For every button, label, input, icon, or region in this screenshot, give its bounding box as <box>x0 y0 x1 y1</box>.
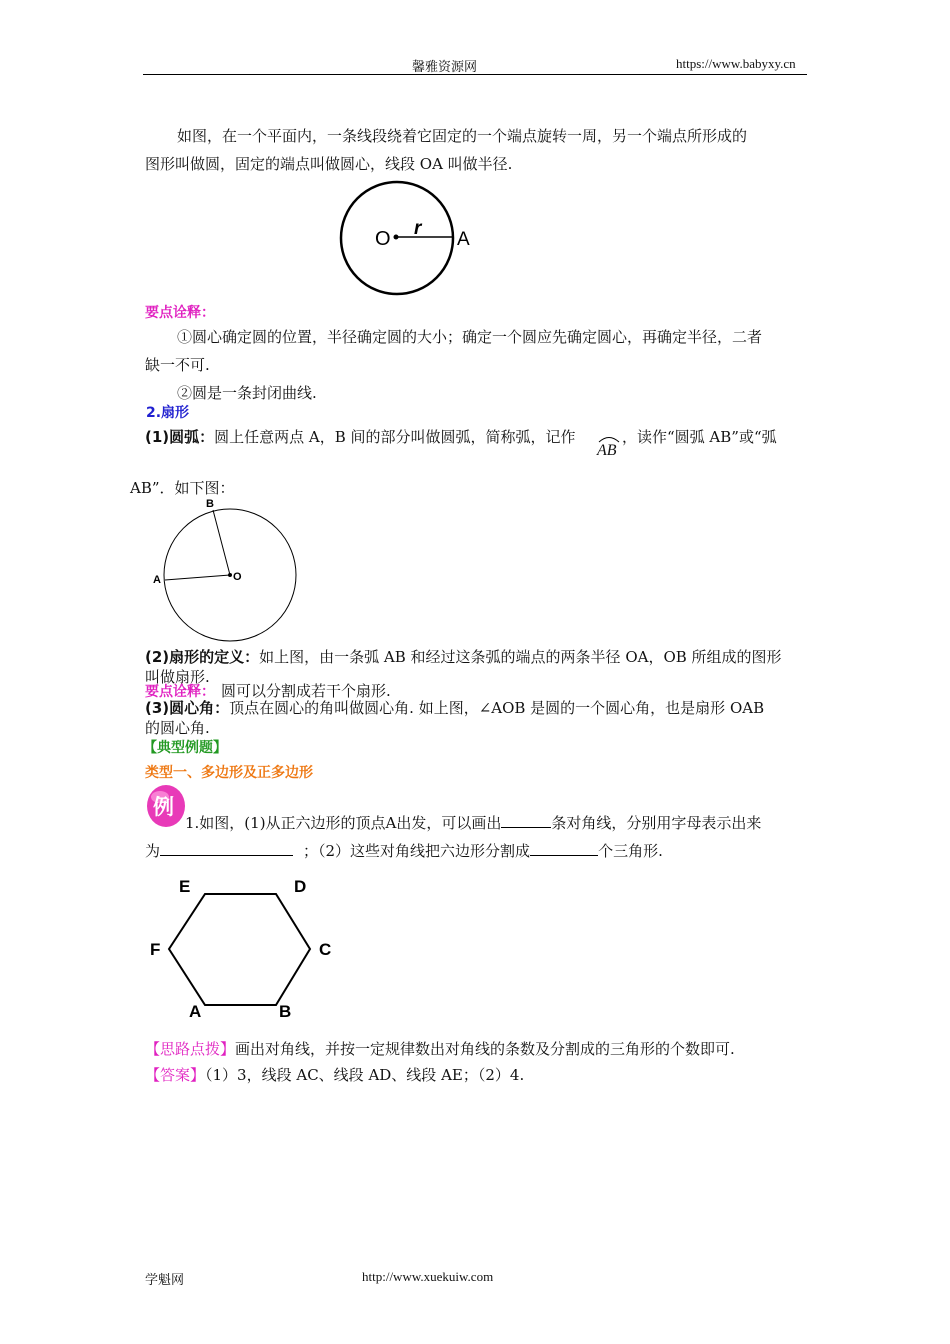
radius-oa <box>165 575 230 580</box>
sector-label: (2)扇形的定义： <box>145 648 260 666</box>
center-dot <box>394 235 399 240</box>
footer-site-name: 学魁网 <box>145 1272 185 1287</box>
badge-text: 例 <box>153 796 174 819</box>
keypoint-2: ②圆是一条封闭曲线. <box>177 384 317 402</box>
keypoints-body <box>145 323 809 407</box>
arc-notation-text: AB <box>597 442 617 459</box>
point-a-label: A <box>457 229 470 250</box>
center-point <box>228 573 232 577</box>
circle-radius-figure <box>330 178 480 300</box>
examples-title: 【典型例题】 <box>143 740 227 756</box>
intro-paragraph <box>145 122 809 178</box>
arc-definition <box>145 426 576 447</box>
answer-blank-3[interactable] <box>530 841 598 856</box>
central-angle-text: 顶点在圆心的角叫做圆心角. 如上图，∠AOB 是圆的一个圆心角，也是扇形 OAB <box>229 699 765 717</box>
label-b: B <box>206 498 214 510</box>
sector-figure <box>150 496 305 646</box>
arc-notation <box>596 432 622 462</box>
question-1-line-2 <box>145 840 663 861</box>
hex-label-d: D <box>294 877 307 896</box>
keypoint-1b: 缺一不可. <box>145 356 210 374</box>
arc-text: 圆上任意两点 A，B 间的部分叫做圆弧，简称弧，记作 <box>214 428 576 446</box>
hint-line <box>145 1038 735 1059</box>
answer-line <box>145 1064 524 1085</box>
keypoints-2-text: 圆可以分割成若干个扇形. <box>221 682 391 700</box>
arc-line-2: AB”．如下图： <box>130 479 235 497</box>
hex-label-e: E <box>179 877 191 896</box>
q1-part-4: ；（2）这些对角线把六边形分割成 <box>303 842 531 860</box>
label-o: O <box>233 571 242 583</box>
q1-part-1: 1.如图，(1)从正六边形的顶点A出发，可以画出 <box>185 814 502 832</box>
q1-part-2: 条对角线，分别用字母表示出来 <box>551 814 762 832</box>
intro-line-2: 图形叫做圆，固定的端点叫做圆心，线段 OA 叫做半径. <box>145 155 513 173</box>
answer-label: 【答案】 <box>145 1066 206 1084</box>
header-divider <box>143 74 807 75</box>
hexagon-figure <box>140 870 340 1025</box>
hex-label-f: F <box>150 940 161 959</box>
answer-blank-1[interactable] <box>501 813 551 828</box>
arc-reading: ，读作“圆弧 AB”或“弧 <box>622 428 777 446</box>
answer-blank-2[interactable] <box>160 841 293 856</box>
example-badge-icon <box>145 783 187 829</box>
intro-line-1: 如图，在一个平面内，一条线段绕着它固定的一个端点旋转一周，另一个端点所形成的 <box>177 127 748 145</box>
label-a: A <box>153 574 161 586</box>
hex-label-c: C <box>319 940 332 959</box>
keypoints-2-title: 要点诠释： <box>145 684 215 700</box>
answer-text: （1）3，线段 AC、线段 AD、线段 AE；（2）4. <box>205 1066 525 1084</box>
type1-title: 类型一、多边形及正多边形 <box>145 765 313 781</box>
central-angle-line-2: 的圆心角. <box>145 719 210 737</box>
radius-ob <box>213 510 230 575</box>
sector-line-2: 叫做扇形. <box>145 668 210 686</box>
center-label: O <box>375 228 391 250</box>
keypoint-1a: ①圆心确定圆的位置，半径确定圆的大小；确定一个圆应先确定圆心，再确定半径，二者 <box>177 328 763 346</box>
hexagon-shape <box>169 894 310 1005</box>
q1-part-3: 为 <box>145 842 161 860</box>
header-site-name: 馨雅资源网 <box>412 60 478 75</box>
sector-text: 如上图，由一条弧 AB 和经过这条弧的端点的两条半径 OA，OB 所组成的图形 <box>259 648 782 666</box>
hex-label-a: A <box>189 1002 202 1021</box>
radius-label: r <box>414 218 422 239</box>
section-title-sector: 2.扇形 <box>146 405 190 421</box>
hint-text: 画出对角线，并按一定规律数出对角线的条数及分割成的三角形的个数即可. <box>235 1040 735 1058</box>
question-1-line-1 <box>185 812 761 833</box>
central-angle-definition <box>145 698 809 738</box>
footer-url[interactable]: http://www.xuekuiw.com <box>362 1269 494 1284</box>
header-url[interactable]: https://www.babyxy.cn <box>676 56 796 71</box>
hint-label: 【思路点拨】 <box>145 1040 236 1058</box>
hex-label-b: B <box>279 1002 292 1021</box>
arc-label: (1)圆弧： <box>145 428 215 446</box>
central-angle-label: (3)圆心角： <box>145 699 230 717</box>
keypoints-title: 要点诠释： <box>145 305 215 321</box>
q1-part-5: 个三角形. <box>598 842 663 860</box>
